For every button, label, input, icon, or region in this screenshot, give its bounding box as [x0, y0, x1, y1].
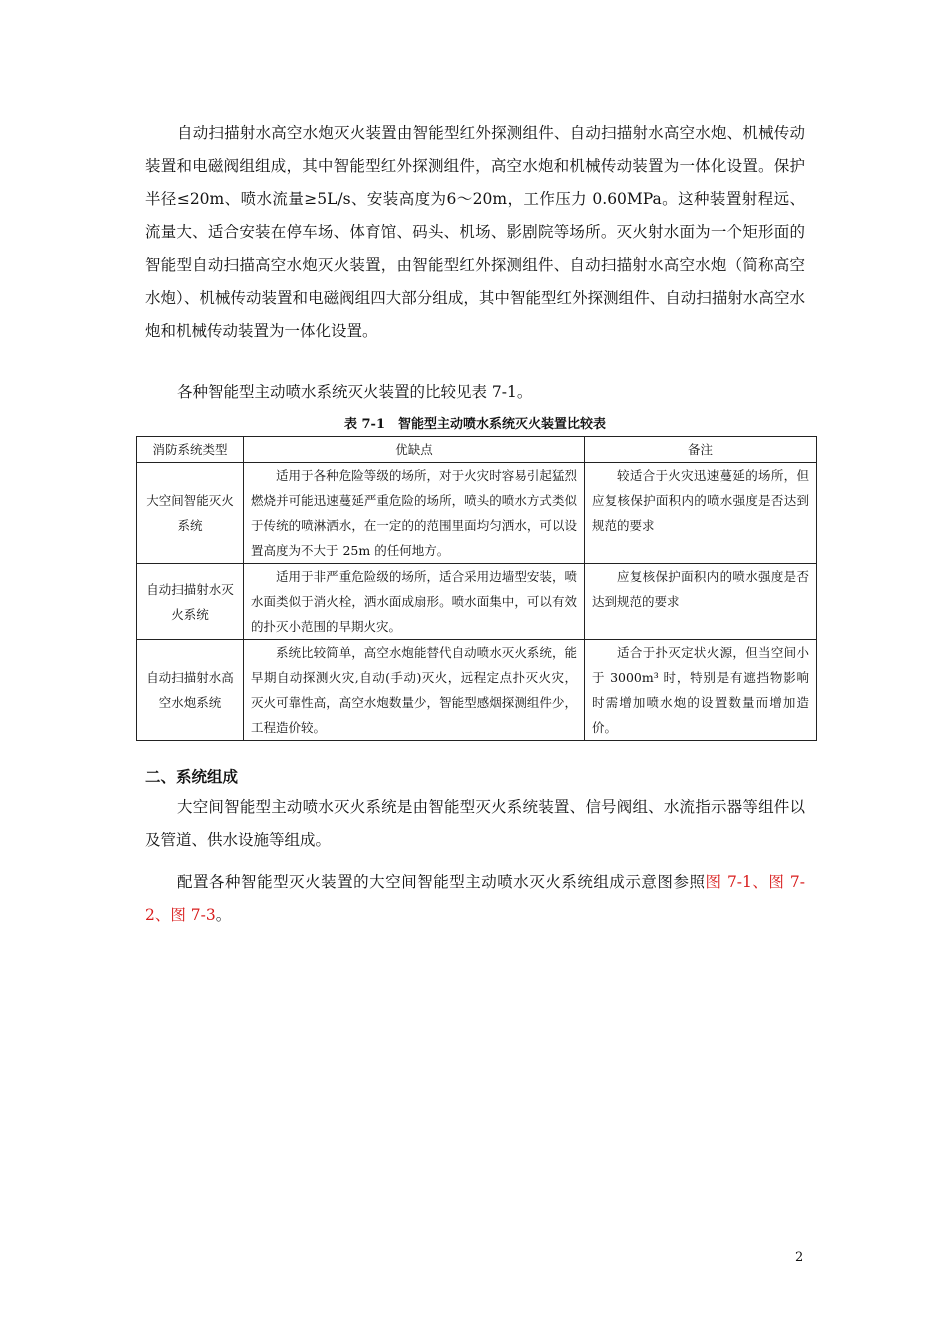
row-system-type: 自动扫描射水灭火系统: [137, 564, 244, 640]
row-pros-cons: 适用于非严重危险级的场所，适合采用边墙型安装，喷水面类似于消火栓，洒水面成扇形。喷水面集中，可以有效的扑灭小范围的早期火灾。: [244, 564, 585, 640]
table-row: [137, 640, 817, 741]
section-paragraph-2-text: 配置各种智能型灭火装置的大空间智能型主动喷水灭火系统组成示意图参照: [177, 873, 706, 891]
table-row: [137, 564, 817, 640]
figure-reference-link[interactable]: 图 7-1、图 7-2、图 7-3: [145, 873, 805, 924]
section-paragraph-2: [145, 866, 805, 932]
section-heading: 二、系统组成: [145, 767, 239, 786]
row-remark: 较适合于火灾迅速蔓延的场所，但应复核保护面积内的喷水强度是否达到规范的要求: [585, 463, 817, 564]
header-remark: 备注: [585, 437, 817, 463]
table-row: [137, 463, 817, 564]
row-pros-cons: 系统比较简单，高空水炮能替代自动喷水灭火系统，能早期自动探测火灾,自动(手动)灭火，远程定点扑灭火灾，灭火可靠性高，高空水炮数量少，智能型感烟探测组件少，工程造价较。: [244, 640, 585, 741]
header-system-type: 消防系统类型: [137, 437, 244, 463]
header-pros-cons: 优缺点: [244, 437, 585, 463]
row-pros-cons: 适用于各种危险等级的场所，对于火灾时容易引起猛烈燃烧并可能迅速蔓延严重危险的场所，喷头的喷水方式类似于传统的喷淋洒水，在一定的的范围里面均匀洒水，可以设置高度为不大于 25m 的任何地方。: [244, 463, 585, 564]
page-number: 2: [795, 1250, 804, 1265]
section-paragraph-2-end: 。: [215, 906, 232, 924]
row-remark: 应复核保护面积内的喷水强度是否达到规范的要求: [585, 564, 817, 640]
table-header-row: [137, 437, 817, 463]
table-caption: 表 7-1 智能型主动喷水系统灭火装置比较表: [343, 417, 606, 432]
intro-paragraph-1: 自动扫描射水高空水炮灭火装置由智能型红外探测组件、自动扫描射水高空水炮、机械传动装置和电磁阀组组成，其中智能型红外探测组件，高空水炮和机械传动装置为一体化设置。保护半径≤20m、喷水流量≥5L/s、安装高度为6～20m，工作压力 0.60MPa。这种装置射程远、流量大、适合安装在停车场、体育馆、码头、机场、影剧院等场所。灭火射水面为一个矩形面的智能型自动扫描高空水炮灭火装置，由智能型红外探测组件、自动扫描射水高空水炮（简称高空水炮）、机械传动装置和电磁阀组四大部分组成，其中智能型红外探测组件、自动扫描射水高空水炮和机械传动装置为一体化设置。: [145, 124, 805, 340]
intro-paragraph-2: 各种智能型主动喷水系统灭火装置的比较见表 7-1。: [177, 383, 533, 401]
comparison-table: [136, 436, 817, 741]
section-paragraph-1: 大空间智能型主动喷水灭火系统是由智能型灭火系统装置、信号阀组、水流指示器等组件以及管道、供水设施等组成。: [145, 798, 805, 849]
row-system-type: 大空间智能灭火系统: [137, 463, 244, 564]
row-remark: 适合于扑灭定状火源，但当空间小于 3000m³ 时，特别是有遮挡物影响时需增加喷水炮的设置数量而增加造价。: [585, 640, 817, 741]
row-system-type: 自动扫描射水高空水炮系统: [137, 640, 244, 741]
